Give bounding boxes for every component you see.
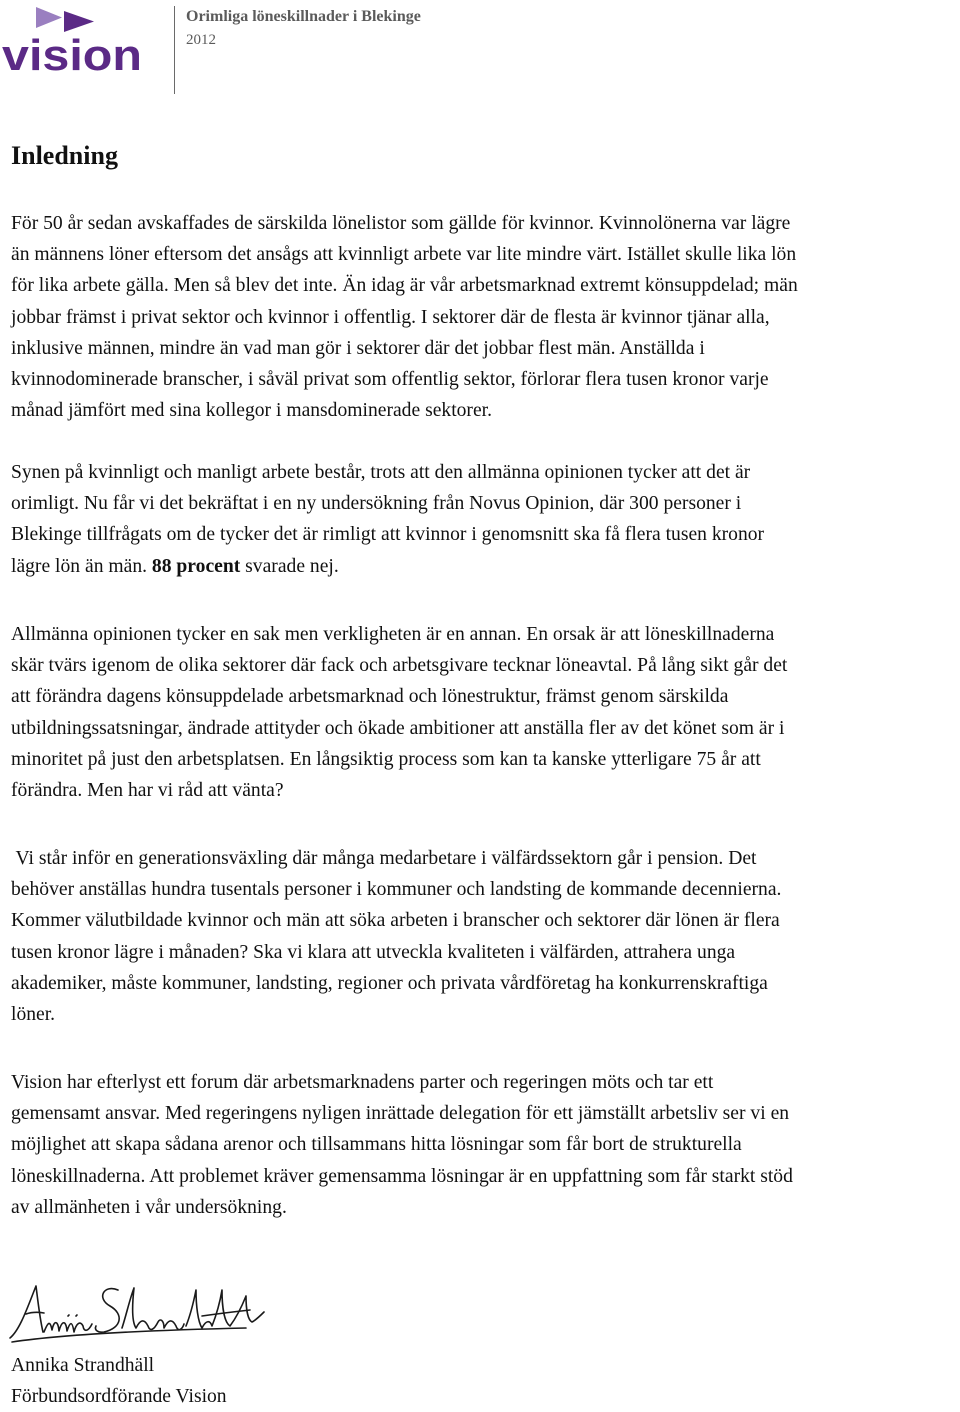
text-line: än männens löner eftersom det ansågs att kvinnligt arbete var lite mindre värt. Istället skulle lika lön xyxy=(11,244,797,266)
text-line: Blekinge tillfrågats om de tycker det är rimligt att kvinnor i genomsnitt ska få flera tusen kronor xyxy=(11,524,765,546)
text-line: Vi står inför en generationsväxling där många medarbetare i välfärdssektorn går i pension. Det xyxy=(11,848,757,869)
handwritten-signature xyxy=(6,1276,268,1346)
signer-block xyxy=(11,1350,227,1412)
paragraph-1 xyxy=(11,208,958,426)
text-line: utbildningssatsningar, ändrade attityder och ökade ambitioner att anställa fler av det könet som är i xyxy=(11,717,785,739)
text-line: inklusive männen, mindre än vad man gör i sektorer där det jobbar flest män. Anställda i xyxy=(11,337,705,359)
text-line: Kommer välutbildade kvinnor och män att söka arbeten i branscher och sektorer där lönen är flera xyxy=(11,910,780,932)
text-line: skär tvärs igenom de olika sektorer där fack och arbetsgivare tecknar löneavtal. På lång sikt går det xyxy=(11,655,788,677)
text-run: lägre lön än män. xyxy=(11,555,152,577)
highlight-statistic: 88 procent xyxy=(151,555,241,577)
section-heading: Inledning xyxy=(11,141,118,170)
paragraph-3 xyxy=(11,619,958,806)
text-line: akademiker, måste kommuner, landsting, regioner och privata vårdföretag ha konkurrenskraftiga xyxy=(11,972,768,994)
text-line: Allmänna opinionen tycker en sak men verkligheten är en annan. En orsak är att löneskillnaderna xyxy=(11,624,775,645)
vision-logo xyxy=(2,6,144,72)
logo-wordmark: vision xyxy=(2,31,142,72)
text-line: av allmänheten i vår undersökning. xyxy=(11,1196,287,1218)
text-line: minoritet på just den arbetsplatsen. En långsiktig process som kan ta kanske ytterligare 75 år att xyxy=(11,748,761,770)
text-line: månad jämfört med sina kollegor i mansdominerade sektorer. xyxy=(11,400,492,422)
text-line: tusen kronor lägre i månaden? Ska vi klara att utveckla kvaliteten i välfärden, attrahera unga xyxy=(11,941,736,963)
text-line: Synen på kvinnligt och manligt arbete består, trots att den allmänna opinionen tycker att det är xyxy=(11,462,751,483)
document-year: 2012 xyxy=(186,32,216,48)
text-line: För 50 år sedan avskaffades de särskilda lönelistor som gällde för kvinnor. Kvinnolönerna var lägre xyxy=(11,213,791,234)
text-line: löneskillnaderna. Att problemet kräver gemensamma lösningar är en uppfattning som får starkt stöd xyxy=(11,1165,793,1187)
text-line: möjlighet att skapa sådana arenor och tillsammans hitta lösningar som får bort de strukturella xyxy=(11,1134,742,1156)
text-line: jobbar främst i privat sektor och kvinnor i offentlig. I sektorer där de flesta är kvinnor tjänar alla, xyxy=(11,306,770,328)
text-run: svarade nej. xyxy=(240,555,339,577)
signer-name: Annika Strandhäll xyxy=(11,1355,155,1376)
paragraph-4 xyxy=(11,843,958,1030)
text-line: gemensamt ansvar. Med regeringens nyligen inrättade delegation för ett jämställt arbetsliv ser vi en xyxy=(11,1103,790,1125)
text-line: att förändra dagens könsuppdelade arbetsmarknad och lönestruktur, främst genom särskilda xyxy=(11,686,729,708)
signer-role: Förbundsordförande Vision xyxy=(11,1386,227,1408)
text-line: orimligt. Nu får vi det bekräftat i en ny undersökning från Novus Opinion, där 300 personer i xyxy=(11,493,742,515)
text-line: kvinnodominerade branscher, i såväl privat som offentlig sektor, förlorar flera tusen kronor varje xyxy=(11,369,769,391)
page-header xyxy=(0,0,960,100)
text-line xyxy=(11,551,958,582)
paragraph-2 xyxy=(11,457,958,582)
document-title: Orimliga löneskillnader i Blekinge xyxy=(186,8,421,25)
text-line: Vision har efterlyst ett forum där arbetsmarknadens parter och regeringen möts och tar ett xyxy=(11,1072,714,1093)
text-line: behöver anställas hundra tusentals personer i kommuner och landsting de kommande decennierna. xyxy=(11,879,782,901)
header-divider xyxy=(174,6,175,94)
paragraph-5 xyxy=(11,1067,958,1223)
text-line: för lika arbete gälla. Men så blev det inte. Än idag är vår arbetsmarknad extremt könsuppdelad; män xyxy=(11,275,798,297)
text-line: löner. xyxy=(11,1004,56,1026)
text-line: förändra. Men har vi råd att vänta? xyxy=(11,780,284,802)
